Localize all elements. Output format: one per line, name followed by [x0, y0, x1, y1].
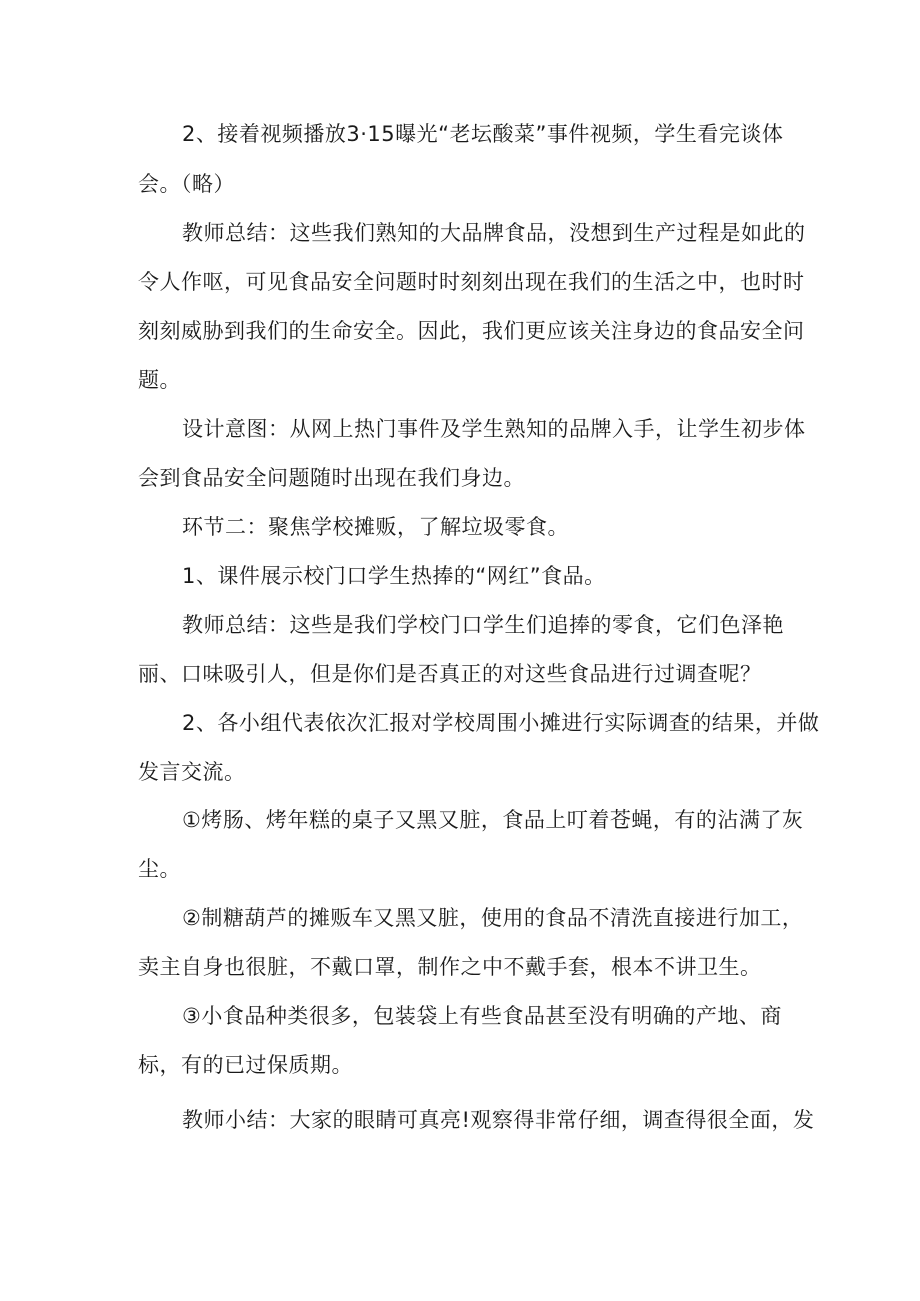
text-line: 尘。 [138, 857, 181, 881]
text-line: 2、各小组代表依次汇报对学校周围小摊进行实际调查的结果，并做 [182, 711, 820, 735]
text-line: 设计意图：从网上热门事件及学生熟知的品牌入手，让学生初步体 [182, 417, 806, 441]
text-line: 发言交流。 [138, 760, 246, 784]
text-line: 刻刻威胁到我们的生命安全。因此，我们更应该关注身边的食品安全问 [138, 319, 805, 343]
text-line: 令人作呕，可见食品安全问题时时刻刻出现在我们的生活之中，也时时 [138, 270, 805, 294]
text-line: 教师总结：这些我们熟知的大品牌食品，没想到生产过程是如此的 [182, 221, 806, 245]
text-line: 卖主自身也很脏，不戴口罩，制作之中不戴手套，根本不讲卫生。 [138, 955, 762, 979]
text-line: 教师总结：这些是我们学校门口学生们追捧的零食，它们色泽艳 [182, 613, 784, 637]
text-line: 教师小结：大家的眼睛可真亮!观察得非常仔细，调查得很全面，发 [182, 1108, 815, 1132]
text-line: 标，有的已过保质期。 [138, 1053, 353, 1077]
text-line: ①烤肠、烤年糕的桌子又黑又脏，食品上叮着苍蝇，有的沾满了灰 [182, 808, 804, 832]
text-line: ②制糖葫芦的摊贩车又黑又脏，使用的食品不清洗直接进行加工， [182, 906, 804, 930]
text-line: 会。（略） [138, 172, 235, 196]
text-line: 2、接着视频播放3·15曝光“老坛酸菜”事件视频，学生看完谈体 [182, 122, 784, 146]
text-line: 会到食品安全问题随时出现在我们身边。 [138, 466, 525, 490]
text-line: 1、课件展示校门口学生热捧的“网红”食品。 [182, 564, 606, 588]
text-line: ③小食品种类很多，包装袋上有些食品甚至没有明确的产地、商 [182, 1004, 782, 1028]
text-line: 题。 [138, 368, 181, 392]
text-line: 丽、口味吸引人，但是你们是否真正的对这些食品进行过调查呢？ [138, 662, 762, 686]
text-line: 环节二：聚焦学校摊贩，了解垃圾零食。 [182, 515, 569, 539]
